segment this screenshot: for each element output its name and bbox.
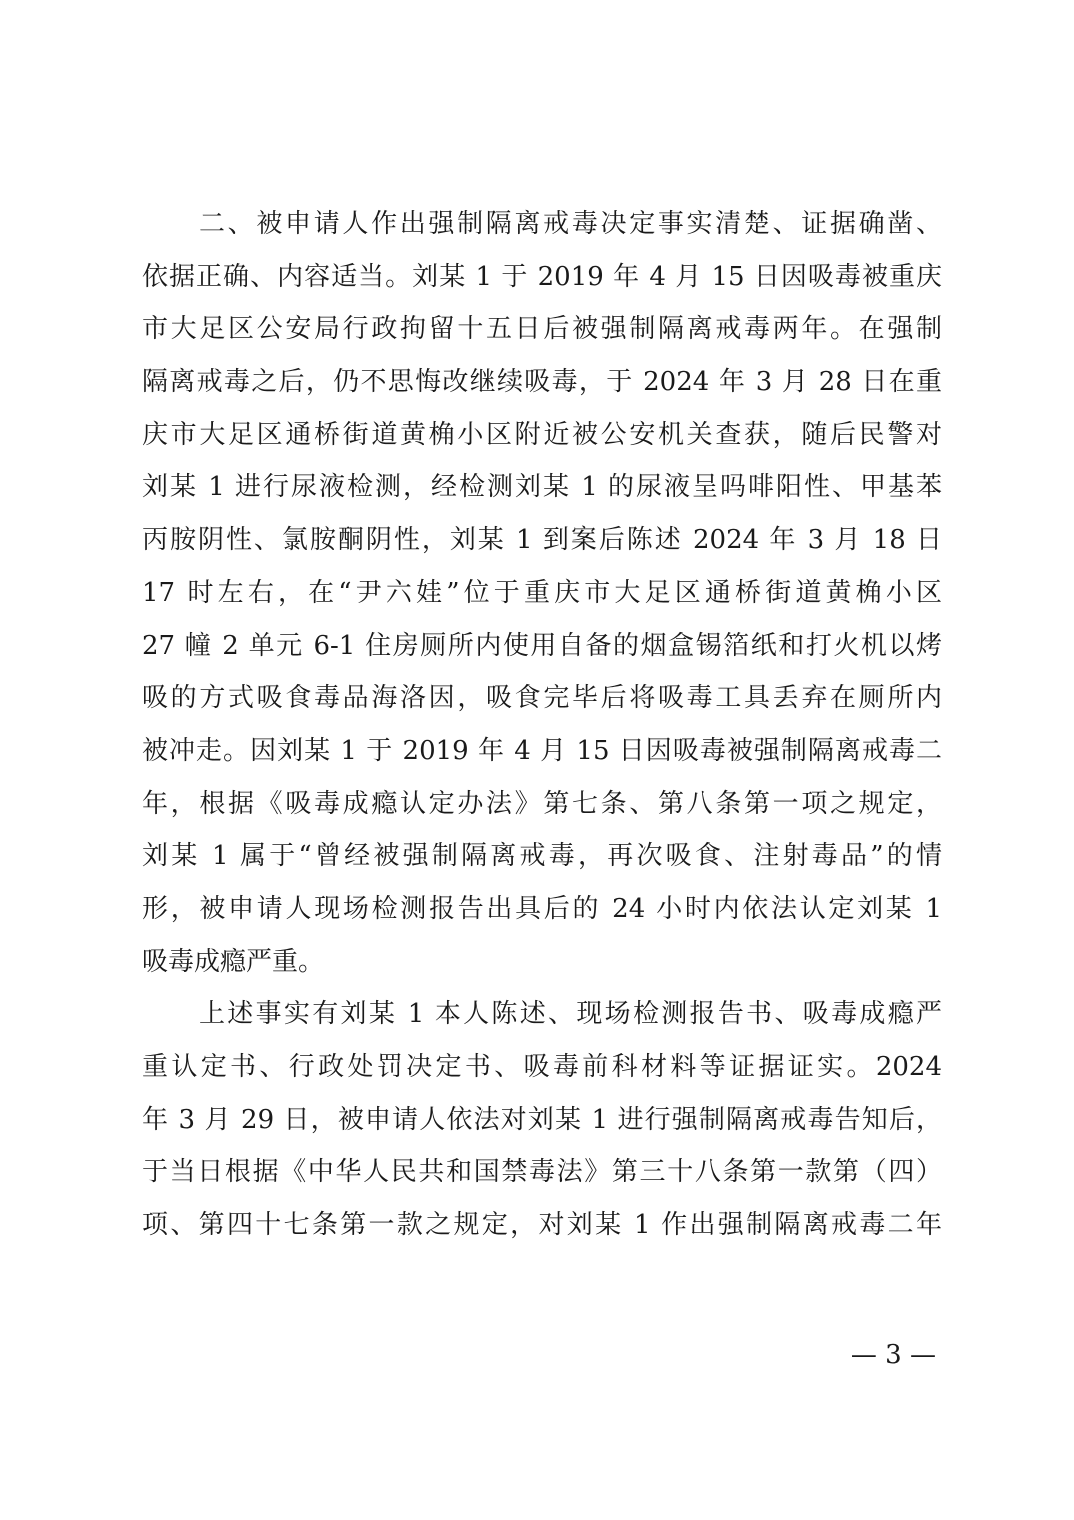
text-line: 上述事实有刘某 1 本人陈述、现场检测报告书、吸毒成瘾严 xyxy=(199,999,942,1030)
text-line: 17 时左右，在“尹六娃”位于重庆市大足区通桥街道黄桷小区 xyxy=(142,577,942,608)
paragraph-evidence xyxy=(142,988,942,1251)
text-line: 被冲走。因刘某 1 于 2019 年 4 月 15 日因吸毒被强制隔离戒毒二 xyxy=(142,735,942,766)
text-line: 吸毒成瘾严重。 xyxy=(142,946,325,977)
text-line: 项、第四十七条第一款之规定，对刘某 1 作出强制隔离戒毒二年 xyxy=(142,1210,942,1241)
text-line: 依据正确、内容适当。刘某 1 于 2019 年 4 月 15 日因吸毒被重庆 xyxy=(142,261,942,292)
text-line: 丙胺阴性、氯胺酮阴性，刘某 1 到案后陈述 2024 年 3 月 18 日 xyxy=(142,525,942,556)
document-body xyxy=(142,198,942,1252)
text-line: 庆市大足区通桥街道黄桷小区附近被公安机关查获，随后民警对 xyxy=(142,419,942,450)
text-line: 二、被申请人作出强制隔离戒毒决定事实清楚、证据确凿、 xyxy=(199,209,942,239)
text-line: 年，根据《吸毒成瘾认定办法》第七条、第八条第一项之规定， xyxy=(142,788,942,819)
text-line: 市大足区公安局行政拘留十五日后被强制隔离戒毒两年。在强制 xyxy=(142,314,942,345)
paragraph-facts xyxy=(142,198,942,988)
text-line: 刘某 1 属于“曾经被强制隔离戒毒，再次吸食、注射毒品”的情 xyxy=(142,841,942,872)
page-number: — 3 — xyxy=(850,1340,936,1370)
text-line: 隔离戒毒之后，仍不思悔改继续吸毒，于 2024 年 3 月 28 日在重 xyxy=(142,367,942,398)
text-line: 年 3 月 29 日，被申请人依法对刘某 1 进行强制隔离戒毒告知后， xyxy=(142,1104,942,1135)
text-line: 27 幢 2 单元 6-1 住房厕所内使用自备的烟盒锡箔纸和打火机以烤 xyxy=(142,630,942,661)
text-line: 吸的方式吸食毒品海洛因，吸食完毕后将吸毒工具丢弃在厕所内 xyxy=(142,683,942,714)
text-line: 重认定书、行政处罚决定书、吸毒前科材料等证据证实。2024 xyxy=(142,1052,942,1082)
text-line: 于当日根据《中华人民共和国禁毒法》第三十八条第一款第（四） xyxy=(142,1157,942,1188)
text-line: 刘某 1 进行尿液检测，经检测刘某 1 的尿液呈吗啡阳性、甲基苯 xyxy=(142,472,942,503)
text-line: 形，被申请人现场检测报告出具后的 24 小时内依法认定刘某 1 xyxy=(142,893,942,924)
